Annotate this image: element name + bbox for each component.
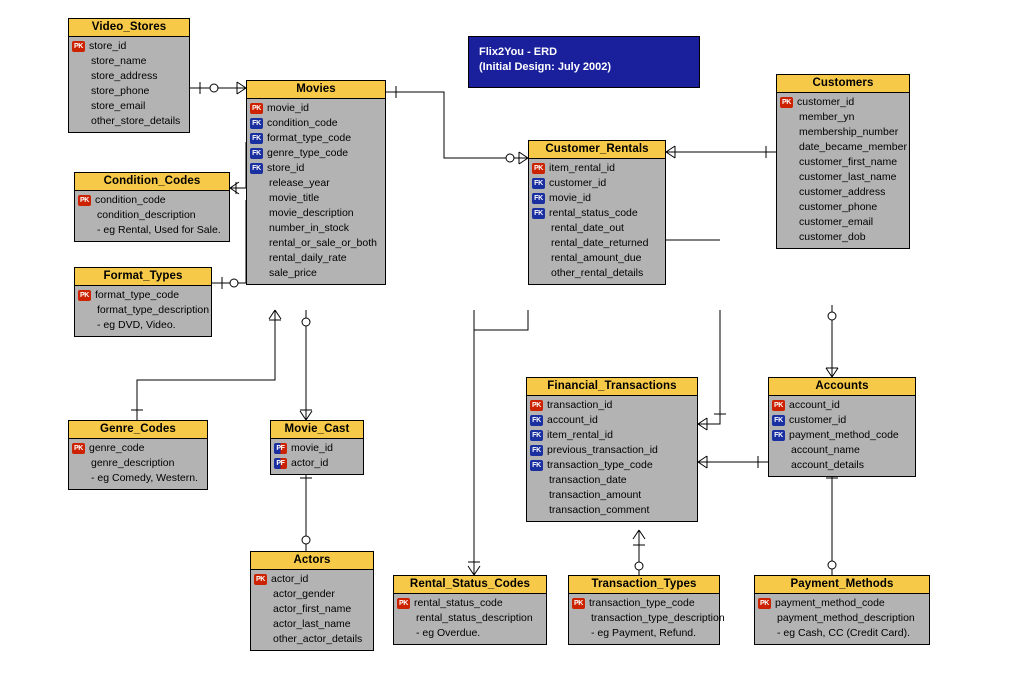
attribute-row (69, 84, 189, 99)
attribute-row (527, 443, 697, 458)
attribute-label: actor_first_name (273, 603, 352, 615)
attribute-label: item_rental_id (547, 429, 613, 441)
attribute-row (769, 398, 915, 413)
entity-title: Payment_Methods (755, 576, 929, 594)
pk-key-icon: PK (79, 292, 90, 299)
attribute-label: account_id (547, 414, 598, 426)
pk-key-icon: PK (73, 445, 84, 452)
entity-customer_rentals[interactable] (528, 140, 666, 285)
attribute-label: actor_id (291, 457, 329, 469)
attribute-list (69, 37, 189, 132)
fk-key-icon: FK (250, 148, 263, 159)
attribute-row (529, 176, 665, 191)
entity-accounts[interactable] (768, 377, 916, 477)
attribute-label: store_address (91, 70, 158, 82)
attribute-row (69, 99, 189, 114)
attribute-row (527, 458, 697, 473)
attribute-row (251, 632, 373, 647)
attribute-label: rental_daily_rate (269, 252, 347, 264)
attribute-label: rental_amount_due (551, 252, 642, 264)
attribute-list (529, 159, 665, 284)
attribute-list (769, 396, 915, 476)
attribute-row (69, 441, 207, 456)
attribute-label: rental_status_code (549, 207, 638, 219)
entity-actors[interactable] (250, 551, 374, 651)
attribute-label: transaction_date (549, 474, 627, 486)
attribute-row (769, 443, 915, 458)
entity-payment_methods[interactable] (754, 575, 930, 645)
attribute-label: store_id (267, 162, 305, 174)
attribute-row (529, 251, 665, 266)
attribute-row (529, 236, 665, 251)
attribute-row (75, 208, 229, 223)
attribute-label: rental_date_out (551, 222, 624, 234)
attribute-label: payment_method_code (775, 597, 885, 609)
attribute-label: rental_or_sale_or_both (269, 237, 377, 249)
attribute-row (247, 161, 385, 176)
attribute-label: genre_code (89, 442, 145, 454)
attribute-row (529, 221, 665, 236)
link-customerrentals-financialtransactions (698, 310, 720, 424)
fk-key-icon: FK (250, 118, 263, 129)
attribute-row (247, 206, 385, 221)
attribute-label: member_yn (799, 111, 855, 123)
attribute-row (69, 54, 189, 69)
fk-key-icon: FK (530, 415, 543, 426)
attribute-row (247, 101, 385, 116)
attribute-label: account_details (791, 459, 864, 471)
attribute-row (251, 602, 373, 617)
pf-key-icon: PF (274, 443, 287, 454)
attribute-label: rental_status_code (414, 597, 503, 609)
diagram-title-box (468, 36, 700, 88)
attribute-label: store_id (89, 40, 127, 52)
attribute-label: date_became_member (799, 141, 907, 153)
attribute-row (529, 191, 665, 206)
attribute-list (394, 594, 546, 644)
attribute-label: actor_gender (273, 588, 335, 600)
entity-title: Customer_Rentals (529, 141, 665, 159)
attribute-label: store_name (91, 55, 147, 67)
attribute-label: number_in_stock (269, 222, 349, 234)
attribute-label: transaction_type_code (547, 459, 653, 471)
entity-movie_cast[interactable] (270, 420, 364, 475)
attribute-row (755, 626, 929, 641)
attribute-row (527, 413, 697, 428)
attribute-row (527, 473, 697, 488)
attribute-row (247, 146, 385, 161)
pk-key-icon: PK (251, 105, 262, 112)
attribute-label: account_name (791, 444, 860, 456)
attribute-label: customer_last_name (799, 171, 897, 183)
attribute-label: store_email (91, 100, 146, 112)
attribute-label: rental_date_returned (551, 237, 649, 249)
attribute-row (69, 39, 189, 54)
attribute-row (777, 185, 909, 200)
fk-key-icon: FK (530, 445, 543, 456)
attribute-label: account_id (789, 399, 840, 411)
attribute-row (247, 116, 385, 131)
attribute-row (247, 251, 385, 266)
attribute-label: format_type_code (267, 132, 352, 144)
entity-title: Format_Types (75, 268, 211, 286)
attribute-label: other_actor_details (273, 633, 363, 645)
pk-key-icon: PK (533, 165, 544, 172)
attribute-label: customer_dob (799, 231, 866, 243)
link-conditioncodes-movies (230, 142, 246, 188)
fk-key-icon: FK (250, 163, 263, 174)
attribute-row (247, 266, 385, 281)
attribute-list (75, 286, 211, 336)
attribute-row (69, 471, 207, 486)
attribute-label: genre_type_code (267, 147, 349, 159)
attribute-label: condition_description (97, 209, 196, 221)
entity-rental_status_codes[interactable] (393, 575, 547, 645)
pk-key-icon: PK (759, 600, 770, 607)
attribute-label: customer_email (799, 216, 874, 228)
pk-key-icon: PK (398, 600, 409, 607)
attribute-label: store_phone (91, 85, 150, 97)
attribute-row (529, 266, 665, 281)
attribute-row (75, 288, 211, 303)
entity-title: Financial_Transactions (527, 378, 697, 396)
attribute-row (394, 611, 546, 626)
attribute-label: rental_status_description (416, 612, 533, 624)
entity-transaction_types[interactable] (568, 575, 725, 645)
fk-key-icon: FK (530, 430, 543, 441)
attribute-row (394, 626, 546, 641)
attribute-row (251, 572, 373, 587)
entity-title: Transaction_Types (569, 576, 719, 594)
attribute-label: membership_number (799, 126, 899, 138)
attribute-row (527, 503, 697, 518)
entity-title: Rental_Status_Codes (394, 576, 546, 594)
attribute-label: actor_last_name (273, 618, 351, 630)
attribute-list (247, 99, 385, 284)
entity-title: Movie_Cast (271, 421, 363, 439)
attribute-row (777, 95, 909, 110)
attribute-row (75, 193, 229, 208)
attribute-row (271, 441, 363, 456)
attribute-list (527, 396, 697, 521)
attribute-list (777, 93, 909, 248)
attribute-label: - eg Comedy, Western. (91, 472, 198, 484)
pf-key-icon: PF (274, 458, 287, 469)
entity-customers[interactable] (776, 74, 910, 249)
attribute-label: - eg DVD, Video. (97, 319, 176, 331)
attribute-row (777, 200, 909, 215)
attribute-row (75, 303, 211, 318)
attribute-row (75, 318, 211, 333)
attribute-row (69, 456, 207, 471)
attribute-row (69, 69, 189, 84)
attribute-label: transaction_amount (549, 489, 642, 501)
pk-key-icon: PK (573, 600, 584, 607)
attribute-list (251, 570, 373, 650)
attribute-label: movie_description (269, 207, 354, 219)
pk-key-icon: PK (781, 99, 792, 106)
attribute-row (777, 140, 909, 155)
attribute-list (569, 594, 725, 644)
attribute-row (777, 125, 909, 140)
attribute-row (777, 215, 909, 230)
attribute-row (569, 626, 719, 641)
fk-key-icon: FK (250, 133, 263, 144)
entity-title: Condition_Codes (75, 173, 229, 191)
pk-key-icon: PK (255, 576, 266, 583)
pk-key-icon: PK (531, 402, 542, 409)
fk-key-icon: FK (530, 460, 543, 471)
attribute-row (777, 170, 909, 185)
attribute-row (777, 110, 909, 125)
attribute-label: customer_first_name (799, 156, 898, 168)
link-movies-customerrentals (386, 92, 528, 158)
attribute-list (69, 439, 207, 489)
attribute-label: movie_id (267, 102, 310, 114)
fk-key-icon: FK (772, 415, 785, 426)
entity-format_types[interactable] (74, 267, 212, 337)
entity-title: Movies (247, 81, 385, 99)
attribute-row (527, 488, 697, 503)
attribute-label: transaction_type_description (591, 612, 725, 624)
attribute-row (394, 596, 546, 611)
attribute-label: customer_address (799, 186, 886, 198)
attribute-row (769, 413, 915, 428)
attribute-row (247, 176, 385, 191)
pk-key-icon: PK (73, 43, 84, 50)
attribute-label: - eg Cash, CC (Credit Card). (777, 627, 911, 639)
attribute-row (755, 611, 929, 626)
pk-key-icon: PK (773, 402, 784, 409)
attribute-label: transaction_id (547, 399, 613, 411)
attribute-row (251, 587, 373, 602)
attribute-label: condition_code (95, 194, 166, 206)
entity-title: Video_Stores (69, 19, 189, 37)
attribute-label: - eg Rental, Used for Sale. (97, 224, 221, 236)
diagram-title-line1: Flix2You - ERD (479, 46, 558, 58)
attribute-label: payment_method_description (777, 612, 915, 624)
attribute-label: condition_code (267, 117, 338, 129)
attribute-label: release_year (269, 177, 330, 189)
attribute-list (271, 439, 363, 474)
fk-key-icon: FK (532, 208, 545, 219)
attribute-row (75, 223, 229, 238)
entity-title: Actors (251, 552, 373, 570)
attribute-list (755, 594, 929, 644)
attribute-row (271, 456, 363, 471)
attribute-label: customer_phone (799, 201, 878, 213)
attribute-row (529, 161, 665, 176)
attribute-row (247, 131, 385, 146)
attribute-row (247, 191, 385, 206)
entity-genre_codes[interactable] (68, 420, 208, 490)
attribute-label: sale_price (269, 267, 317, 279)
attribute-label: item_rental_id (549, 162, 615, 174)
attribute-row (247, 221, 385, 236)
attribute-label: actor_id (271, 573, 309, 585)
attribute-label: transaction_comment (549, 504, 650, 516)
attribute-label: format_type_code (95, 289, 180, 301)
attribute-list (75, 191, 229, 241)
attribute-label: customer_id (549, 177, 607, 189)
attribute-row (769, 428, 915, 443)
attribute-label: customer_id (797, 96, 855, 108)
diagram-title-line2: (Initial Design: July 2002) (479, 61, 612, 73)
entity-movies[interactable] (246, 80, 386, 285)
attribute-label: format_type_description (97, 304, 210, 316)
attribute-row (69, 114, 189, 129)
attribute-row (569, 596, 719, 611)
attribute-label: - eg Payment, Refund. (591, 627, 697, 639)
attribute-row (777, 230, 909, 245)
attribute-row (251, 617, 373, 632)
attribute-label: movie_id (549, 192, 592, 204)
entity-title: Customers (777, 75, 909, 93)
entity-financial_transactions[interactable] (526, 377, 698, 522)
attribute-label: customer_id (789, 414, 847, 426)
fk-key-icon: FK (532, 178, 545, 189)
attribute-row (769, 458, 915, 473)
fk-key-icon: FK (772, 430, 785, 441)
attribute-row (247, 236, 385, 251)
attribute-label: - eg Overdue. (416, 627, 481, 639)
attribute-label: movie_title (269, 192, 320, 204)
entity-title: Accounts (769, 378, 915, 396)
attribute-row (755, 596, 929, 611)
attribute-row (527, 428, 697, 443)
entity-condition_codes[interactable] (74, 172, 230, 242)
attribute-row (777, 155, 909, 170)
attribute-label: other_rental_details (551, 267, 644, 279)
attribute-label: movie_id (291, 442, 334, 454)
attribute-label: genre_description (91, 457, 175, 469)
attribute-label: previous_transaction_id (547, 444, 658, 456)
attribute-row (529, 206, 665, 221)
attribute-row (527, 398, 697, 413)
attribute-label: payment_method_code (789, 429, 899, 441)
attribute-label: transaction_type_code (589, 597, 695, 609)
attribute-row (569, 611, 725, 626)
pk-key-icon: PK (79, 197, 90, 204)
attribute-label: other_store_details (91, 115, 181, 127)
entity-video_stores[interactable] (68, 18, 190, 133)
fk-key-icon: FK (532, 193, 545, 204)
entity-title: Genre_Codes (69, 421, 207, 439)
